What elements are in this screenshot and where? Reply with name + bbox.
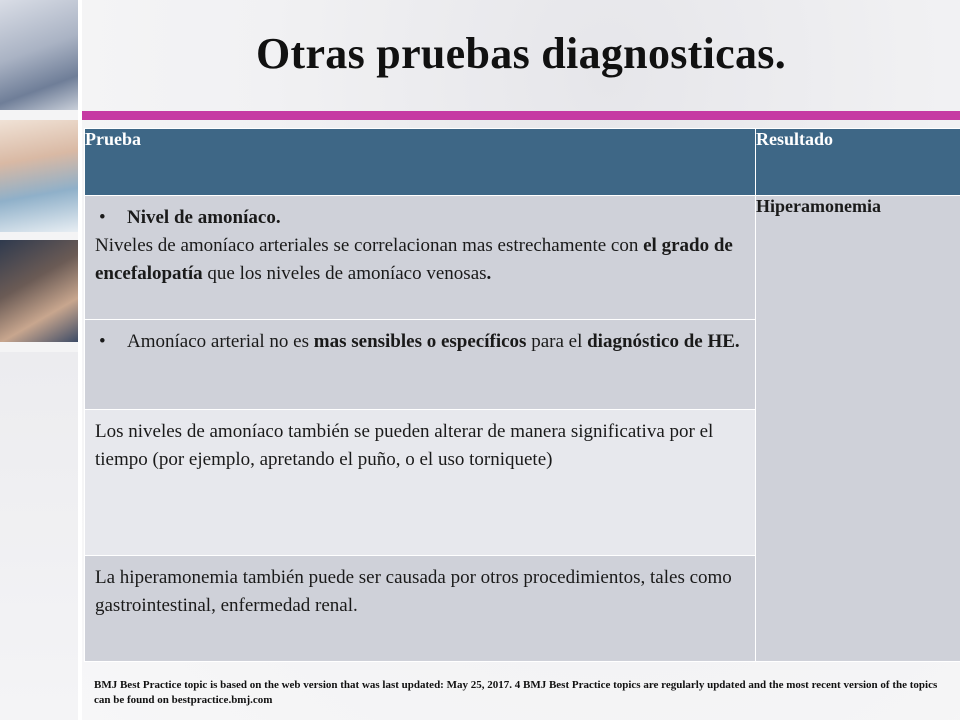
photo-blank xyxy=(0,352,78,720)
result-cell: Hiperamonemia xyxy=(756,196,960,662)
photo-nurse-patient xyxy=(0,120,78,232)
bullet-marker: • xyxy=(99,207,106,228)
row-heading: Nivel de amoníaco. xyxy=(127,207,281,228)
source-footnote: BMJ Best Practice topic is based on the web version that was last updated: May 25, 2017. 4 BMJ Best Practice topics are regularly updated and the most recent version of the topics can be found on bestpractice.bmj.com xyxy=(94,679,938,706)
title-underline-bar xyxy=(82,111,960,120)
header-resultado: Resultado xyxy=(756,129,960,196)
diagnostic-table xyxy=(84,128,960,662)
slide-title: Otras pruebas diagnosticas. xyxy=(255,29,787,78)
header-prueba: Prueba xyxy=(85,129,756,196)
table-row xyxy=(85,196,960,320)
bullet-marker: • xyxy=(99,331,106,352)
row-ammonia-alteration: Los niveles de amoníaco también se pueden alterar de manera significativa por el tiempo (por ejemplo, apretando el puño, o el uso torniquete) xyxy=(85,410,756,556)
photo-strip xyxy=(0,0,78,720)
row-hyperammonemia-causes: La hiperamonemia también puede ser causada por otros procedimientos, tales como gastrointestinal, enfermedad renal. xyxy=(85,556,756,662)
vertical-divider xyxy=(78,0,82,720)
row-arterial-ammonia: • Amoníaco arterial no es mas sensibles o específicos para el diagnóstico de HE. xyxy=(85,320,756,410)
photo-doctor-syringe xyxy=(0,0,78,110)
row-ammonia-level: • Nivel de amoníaco. Niveles de amoníaco arteriales se correlacionan mas estrechamente con el grado de encefalopatía que los niveles de amoníaco venosas. xyxy=(85,196,756,320)
table-header-row xyxy=(85,129,960,196)
photo-blood-pressure xyxy=(0,240,78,342)
